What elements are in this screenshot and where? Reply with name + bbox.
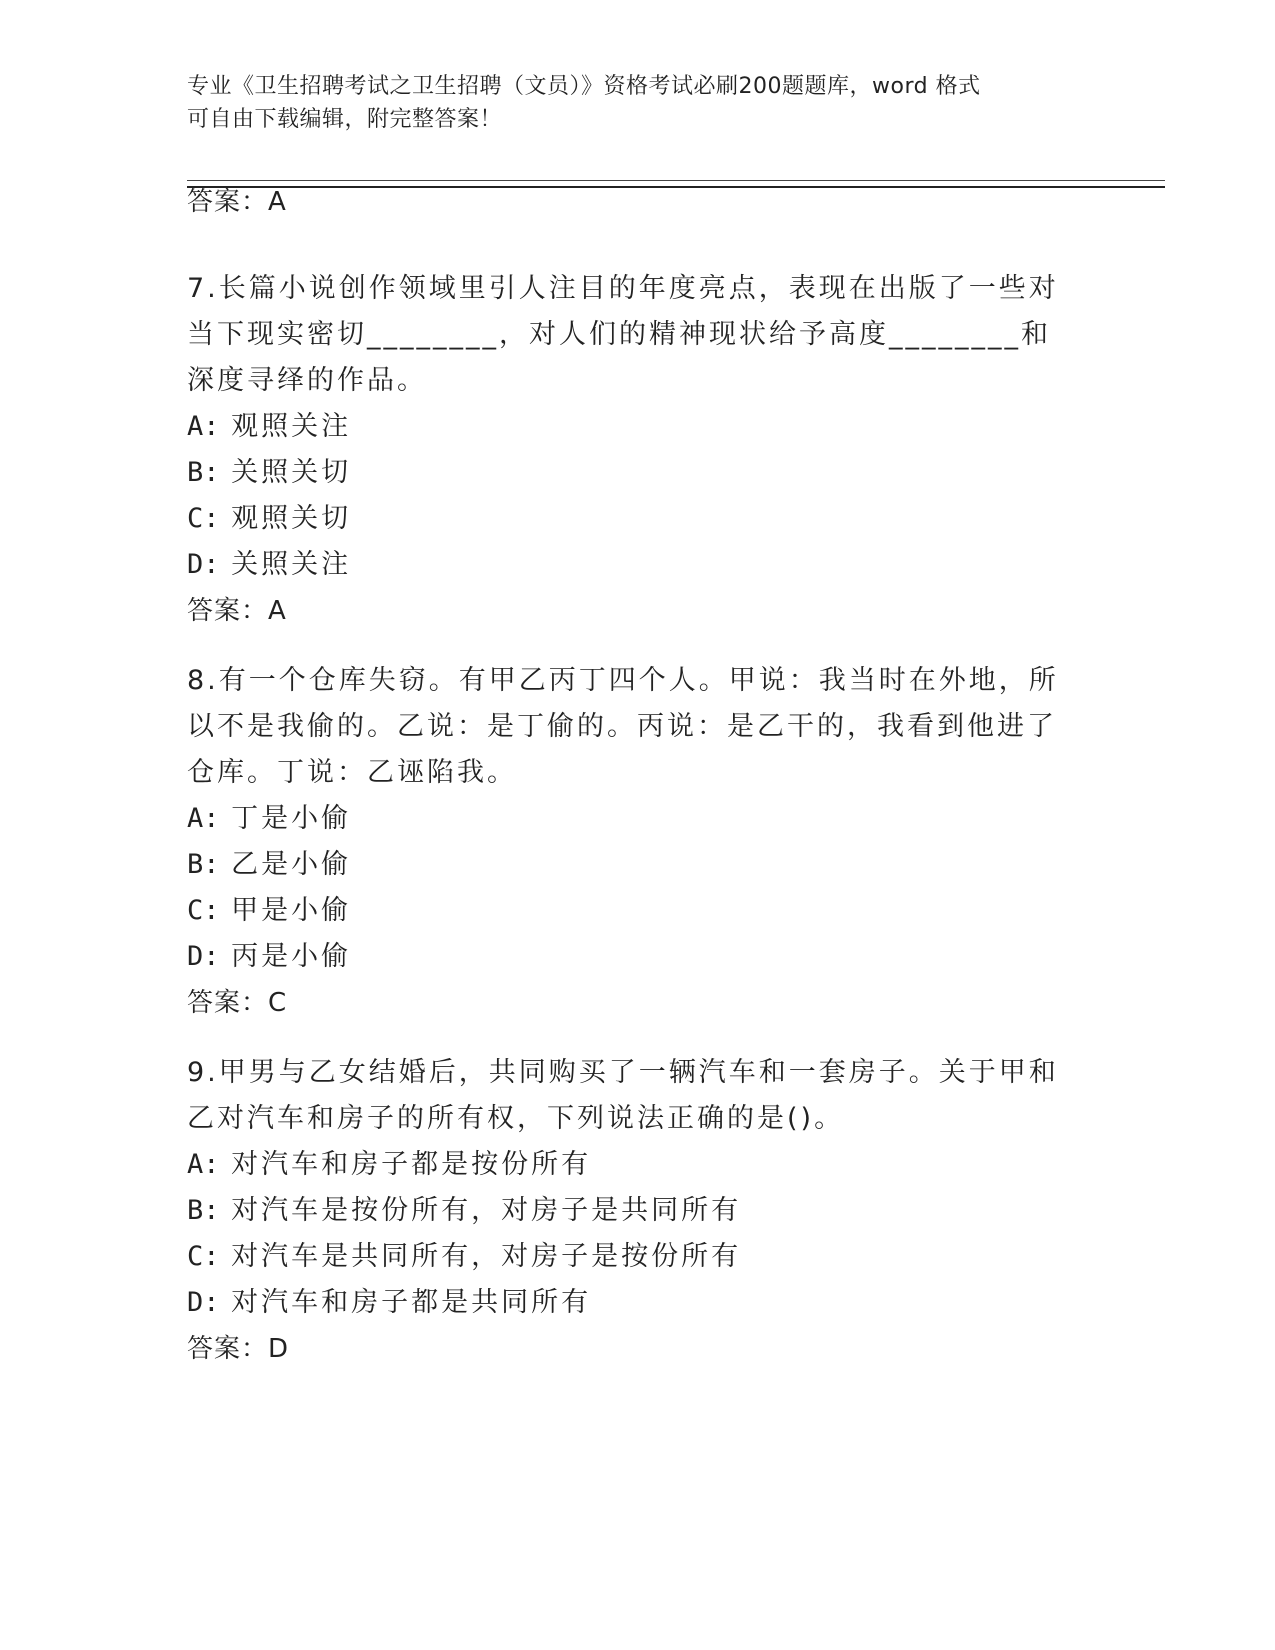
question-9	[187, 1050, 1067, 1372]
header-line-1: 专业《卫生招聘考试之卫生招聘（文员）》资格考试必刷200题题库，word 格式	[187, 74, 981, 99]
header-divider	[187, 180, 1165, 188]
option-text: 对汽车是按份所有，对房子是共同所有	[231, 1195, 742, 1226]
option-text: 对汽车是共同所有，对房子是按份所有	[231, 1241, 742, 1272]
answer-line: 答案：C	[187, 988, 288, 1018]
option-text: 观照关注	[231, 411, 352, 442]
option-b	[187, 1188, 1067, 1234]
option-text: 对汽车和房子都是按份所有	[231, 1149, 592, 1180]
header-line-2: 可自由下载编辑，附完整答案！	[187, 107, 503, 132]
option-letter: B:	[187, 457, 220, 488]
option-letter: C:	[187, 503, 220, 534]
option-letter: A:	[187, 411, 220, 442]
option-letter: A:	[187, 803, 220, 834]
option-d	[187, 542, 1067, 588]
previous-answer: 答案：A	[187, 187, 287, 217]
option-text: 丙是小偷	[231, 941, 352, 972]
option-letter: D:	[187, 549, 220, 580]
answer-line: 答案：D	[187, 1334, 290, 1364]
option-c	[187, 1234, 1067, 1280]
page-header	[187, 70, 1087, 136]
option-text: 观照关切	[231, 503, 352, 534]
option-text: 对汽车和房子都是共同所有	[231, 1287, 592, 1318]
answer-line: 答案：A	[187, 596, 287, 626]
option-letter: B:	[187, 849, 220, 880]
option-a	[187, 404, 1067, 450]
option-text: 丁是小偷	[231, 803, 352, 834]
question-stem: 7.长篇小说创作领域里引人注目的年度亮点，表现在出版了一些对当下现实密切________，对人们的精神现状给予高度________和深度寻绎的作品。	[187, 273, 1059, 396]
question-stem: 9.甲男与乙女结婚后，共同购买了一辆汽车和一套房子。关于甲和乙对汽车和房子的所有权，下列说法正确的是()。	[187, 1057, 1059, 1134]
option-b	[187, 842, 1067, 888]
option-text: 乙是小偷	[231, 849, 352, 880]
option-letter: D:	[187, 941, 220, 972]
option-c	[187, 888, 1067, 934]
option-text: 关照关注	[231, 549, 352, 580]
option-letter: C:	[187, 1241, 220, 1272]
option-c	[187, 496, 1067, 542]
option-text: 关照关切	[231, 457, 352, 488]
option-letter: D:	[187, 1287, 220, 1318]
question-7	[187, 266, 1067, 634]
option-b	[187, 450, 1067, 496]
option-d	[187, 1280, 1067, 1326]
option-letter: B:	[187, 1195, 220, 1226]
option-letter: C:	[187, 895, 220, 926]
option-a	[187, 1142, 1067, 1188]
option-text: 甲是小偷	[231, 895, 352, 926]
option-letter: A:	[187, 1149, 220, 1180]
question-8	[187, 658, 1067, 1026]
option-a	[187, 796, 1067, 842]
question-stem: 8.有一个仓库失窃。有甲乙丙丁四个人。甲说：我当时在外地，所以不是我偷的。乙说：是丁偷的。丙说：是乙干的，我看到他进了仓库。丁说：乙诬陷我。	[187, 665, 1059, 788]
option-d	[187, 934, 1067, 980]
